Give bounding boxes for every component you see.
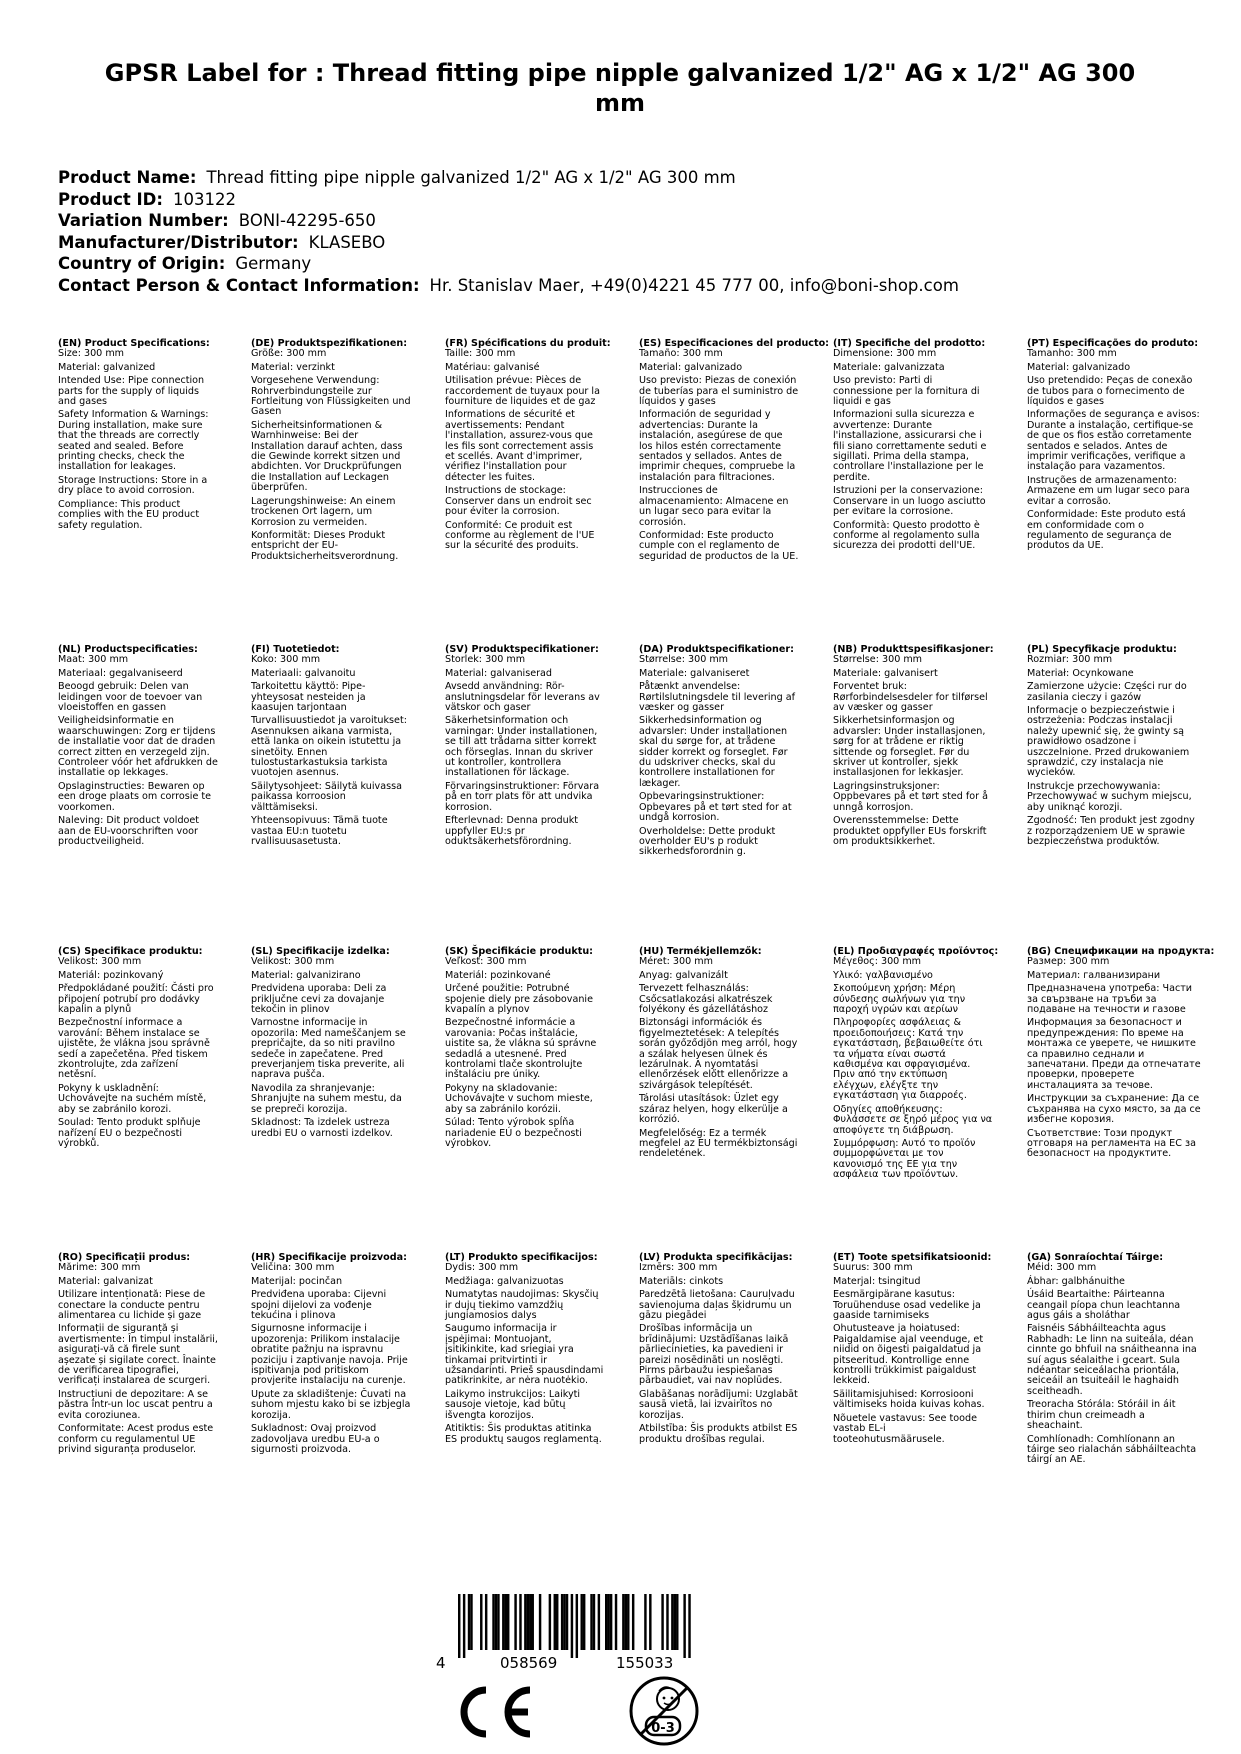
spec-block: [639, 947, 799, 1163]
spec-heading: (DA) Produktspecifikationer:: [639, 644, 794, 655]
barcode-bar: [581, 1594, 583, 1650]
spec-heading: (CS) Specifikace produktu:: [58, 946, 203, 957]
spec-field: Numatytas naudojimas: Skysčių ir dujų tiekimo vamzdžių jungiamosios dalys: [445, 1289, 599, 1322]
barcode-bar: [661, 1594, 663, 1650]
info-label: Product ID:: [58, 189, 163, 209]
info-label: Product Name:: [58, 168, 197, 187]
spec-field: Sikkerhedsinformation og advarsler: Under installationen skal du sørge for, at trådene sidder korrekt og forseglet. Før du udskriver checks, skal du kontrollere installationen for lækager.: [639, 715, 788, 789]
spec-heading: (HR) Specifikacije proizvoda:: [251, 1252, 407, 1263]
spec-field: Οδηγίες αποθήκευσης: Φυλάσσετε σε ξηρό μέρος για να αποφύγετε τη διάβρωση.: [833, 1103, 993, 1136]
barcode-bar: [607, 1594, 609, 1650]
barcode-bar: [502, 1594, 504, 1650]
spec-block: [1027, 946, 1215, 1163]
spec-field: Určené použitie: Potrubné spojenie diely pre zásobovanie kvapalín a plynov: [445, 983, 593, 1016]
spec-field: Istruzioni per la conservazione: Conservare in un luogo asciutto per evitare la corrosione.: [833, 485, 986, 518]
spec-field: Rozmiar: 300 mm: [1027, 654, 1113, 666]
spec-field: Opbevaringsinstruktioner: Opbevares på et tørt sted for at undgå korrosion.: [639, 791, 792, 824]
barcode-bar: [556, 1594, 558, 1650]
spec-heading: (RO) Specificații produs:: [58, 1252, 191, 1263]
spec-block: [1027, 339, 1202, 555]
spec-field: Dydis: 300 mm: [445, 1262, 519, 1274]
spec-field: Medžiaga: galvanizuotas: [445, 1275, 564, 1287]
spec-field: Varnostne informacije in opozorila: Med nameščanjem se prepričajte, da so niti pravilno sedeče in zapečatene. Pred preverjanjem tiska preverite, ali naprava pušča.: [251, 1017, 406, 1081]
barcode-bar: [590, 1594, 592, 1650]
barcode-bar: [532, 1594, 534, 1650]
spec-field: Lagerungshinweise: An einem trockenen Ort lagern, um Korrosion zu vermeiden.: [251, 495, 396, 528]
spec-field: Yhteensopivuus: Tämä tuote vastaa EU:n tuotetu rvallisuusasetusta.: [251, 815, 388, 847]
spec-field: Sikkerhetsinformasjon og advarsler: Under installasjonen, sørg for at trådene er riktig sittende og forseglet. Før du skriver ut kontroller, sjekk installasjonen for lekkasjer.: [833, 715, 986, 779]
spec-field: Beoogd gebruik: Delen van leidingen voor de toevoer van vloeistoffen en gassen: [58, 681, 203, 714]
spec-field: Informations de sécurité et avertissements: Pendant l'installation, assurez-vous que les fils sont correctement assis et scellés. Avant d'imprimer, vérifiez l'installation pour détecter les fuites.: [445, 409, 594, 483]
spec-field: Información de seguridad y advertencias: Durante la instalación, asegúrese de que los hilos estén correctamente sentados y sellados. Antes de imprimir cheques, compruebe la instalación para filtraciones.: [639, 409, 796, 483]
spec-field: Skladnost: Ta izdelek ustreza uredbi EU o varnosti izdelkov.: [251, 1117, 393, 1139]
barcode-bar: [529, 1594, 531, 1650]
age-warning-icon: [628, 1675, 700, 1747]
spec-field: Compliance: This product complies with the EU product safety regulation.: [58, 498, 200, 531]
spec-field: Anyag: galvanizált: [639, 969, 728, 981]
spec-field: Säilytysohjeet: Säilytä kuivassa paikassa korroosion välttämiseksi.: [251, 780, 402, 813]
spec-block: [58, 1253, 218, 1458]
info-value: BONI-42295-650: [238, 211, 376, 230]
spec-field: Vorgesehene Verwendung: Rohrverbindungsteile zur Fortleitung von Flüssigkeiten und Gasen: [251, 375, 411, 418]
spec-field: Matériau: galvanisé: [445, 361, 540, 373]
barcode-bar: [505, 1594, 507, 1650]
spec-heading: (LV) Produkta specifikācijas:: [639, 1252, 793, 1263]
spec-field: Инструкции за съхранение: Да се съхранява на сухо място, за да се избегне корозия.: [1027, 1093, 1201, 1126]
spec-heading: (SK) Špecifikácie produktu:: [445, 946, 594, 957]
spec-field: Dimensione: 300 mm: [833, 348, 937, 360]
spec-heading: (PT) Especificações do produto:: [1027, 338, 1199, 349]
spec-heading: (FR) Spécifications du produit:: [445, 338, 611, 349]
barcode-bar: [480, 1594, 482, 1650]
barcode-bar: [492, 1594, 494, 1650]
spec-field: Størrelse: 300 mm: [833, 654, 923, 666]
spec-field: Předpokládané použití: Části pro připojení potrubí pro dodávky kapalin a plynů: [58, 983, 214, 1016]
spec-block: [445, 338, 611, 555]
spec-block: [1027, 645, 1202, 850]
spec-field: Opslaginstructies: Bewaren op een droge plaats om corrosie te voorkomen.: [58, 780, 212, 813]
spec-heading: (EN) Product Specifications:: [58, 338, 210, 349]
barcode-bar: [495, 1594, 497, 1650]
spec-heading: (HU) Termékjellemzők:: [639, 946, 762, 957]
barcode-bar: [605, 1594, 607, 1650]
spec-field: Pokyny k uskladnění: Uchovávejte na suchém místě, aby se zabránilo korozi.: [58, 1082, 207, 1115]
barcode: [436, 1594, 736, 1678]
spec-field: Size: 300 mm: [58, 348, 125, 360]
spec-heading: (ES) Especificaciones del producto:: [639, 338, 830, 349]
spec-field: Informații de siguranță și avertismente: În timpul instalării, asigurați-vă că firele sunt așezate și sigilate corect. Înainte de verificarea tipografiei, verificați instalarea de scurgeri.: [58, 1323, 218, 1387]
spec-field: Izmērs: 300 mm: [639, 1262, 718, 1274]
spec-field: Maat: 300 mm: [58, 654, 129, 666]
spec-field: Størrelse: 300 mm: [639, 654, 729, 666]
spec-field: Lagringsinstruksjoner: Oppbevares på et tørt sted for å unngå korrosjon.: [833, 780, 989, 813]
spec-field: Atbilstība: Šis produkts atbilst ES produktu drošības regulai.: [639, 1423, 798, 1445]
spec-field: Informações de segurança e avisos: Durante a instalação, certifique-se de que os fios estão corretamente sentados e selados. Antes de imprimir verificações, verifique a instalação para vazamentos.: [1027, 409, 1200, 473]
spec-block: [833, 946, 999, 1184]
spec-field: Drošības informācija un brīdinājumi: Uzstādīšanas laikā pārliecinieties, ka pavedieni ir pareizi nosēdināti un noslēgti. Pirms pārbaužu iespiešanas pārbaudiet, vai nav noplūdes.: [639, 1323, 789, 1387]
spec-heading: (PL) Specyfikacje produktu:: [1027, 644, 1177, 655]
spec-block: [251, 645, 411, 850]
spec-block: [445, 1253, 605, 1448]
barcode-bar: [615, 1594, 617, 1650]
info-value: Thread fitting pipe nipple galvanized 1/2" AG x 1/2" AG 300 mm: [206, 168, 736, 187]
spec-field: Zgodność: Ten produkt jest zgodny z rozporządzeniem UE w sprawie bezpieczeństwa produktów.: [1027, 815, 1195, 847]
spec-field: Conformità: Questo prodotto è conforme al regolamento sulla sicurezza dei prodotti dell'UE.: [833, 519, 980, 552]
specifications-grid: [58, 338, 1215, 1549]
barcode-bar: [583, 1594, 585, 1650]
barcode-bar: [549, 1594, 551, 1650]
spec-field: Utilizare intenționată: Piese de conectare la conducte pentru alimentarea cu lichide și gaze: [58, 1289, 206, 1322]
product-info: [58, 167, 1188, 296]
barcode-bar: [524, 1594, 526, 1650]
spec-field: Predviđena uporaba: Cijevni spojni dijelovi za vođenje tekućina i plinova: [251, 1289, 387, 1322]
spec-field: Säkerhetsinformation och varningar: Under installationen, se till att trådarna sitter korrekt och förseglas. Innan du skriver ut kontroller, kontrollera installationen för läckage.: [445, 715, 598, 779]
spec-field: Saugumo informacija ir įspėjimai: Montuojant, įsitikinkite, kad sriegiai yra tinkamai pritvirtinti ir užsandarinti. Prieš spausdindami patikrinkite, ar nėra nuotėkio.: [445, 1323, 604, 1387]
spec-field: Treoracha Stórála: Stóráil in áit thirim chun creimeadh a sheachaint.: [1027, 1399, 1176, 1432]
barcode-bar: [598, 1594, 600, 1650]
spec-field: Zamierzone użycie: Części rur do zasilania cieczy i gazów: [1027, 681, 1187, 703]
spec-block: [251, 339, 411, 565]
variation-number-row: [58, 210, 1188, 232]
spec-heading: (SL) Specifikacije izdelka:: [251, 946, 390, 957]
spec-field: Material: galvaniserad: [445, 667, 553, 679]
spec-field: Съответствие: Този продукт отговаря на регламента на ЕС за безопасност на продуктите.: [1027, 1127, 1196, 1160]
spec-field: Velikost: 300 mm: [58, 956, 142, 968]
document-title: GPSR Label for : Thread fitting pipe nipple galvanized 1/2" AG x 1/2" AG 300 mm: [104, 59, 1136, 117]
barcode-bar: [485, 1594, 487, 1650]
spec-field: Forventet bruk: Rørforbindelsesdeler for tilførsel av væsker og gasser: [833, 681, 988, 714]
barcode-bar: [514, 1594, 516, 1650]
spec-block: [639, 1253, 799, 1448]
spec-field: Συμμόρφωση: Αυτό το προϊόν συμμορφώνεται με τον κανονισμό της ΕΕ για την ασφάλεια των προϊόντων.: [833, 1137, 976, 1181]
spec-block: [833, 339, 993, 555]
barcode-bar: [497, 1594, 499, 1650]
spec-field: Instrucțiuni de depozitare: A se păstra într-un loc uscat pentru a evita coroziunea.: [58, 1388, 213, 1421]
barcode-bar: [666, 1594, 668, 1650]
spec-field: Påtænkt anvendelse: Rørtilslutningsdele til levering af væsker og gasser: [639, 681, 795, 714]
spec-field: Koko: 300 mm: [251, 654, 321, 666]
barcode-bar: [519, 1594, 521, 1650]
spec-field: Suurus: 300 mm: [833, 1262, 913, 1274]
spec-field: Paredzētā lietošana: Cauruļvadu savienojuma daļas šķidrumu un gāzu piegādei: [639, 1289, 795, 1322]
spec-field: Tamaño: 300 mm: [639, 348, 723, 360]
spec-field: Biztonsági információk és figyelmeztetések: A telepítés során győződjön meg arról, hogy a szálak helyesen ülnek és lezárulnak. A nyomtatási ellenőrzések előtt ellenőrizze a szivárgások telepítését.: [639, 1017, 798, 1091]
spec-field: Informacje o bezpieczeństwie i ostrzeżenia: Podczas instalacji należy upewnić się, że gwinty są prawidłowo osadzone i uszczelnione. Przed drukowaniem sprawdzić, czy instalacja nie wycieków.: [1027, 705, 1190, 779]
spec-field: Materiál: pozinkované: [445, 969, 551, 981]
spec-heading: (NB) Produkttspesifikasjoner:: [833, 644, 994, 655]
spec-field: Soulad: Tento produkt splňuje nařízení EU o bezpečnosti výrobků.: [58, 1117, 201, 1149]
barcode-bar: [649, 1594, 651, 1650]
spec-block: [251, 1253, 411, 1458]
spec-field: Материал: галванизирани: [1027, 969, 1161, 981]
barcode-bar: [625, 1594, 627, 1650]
spec-field: Uso previsto: Parti di connessione per la fornitura di liquidi e gas: [833, 375, 980, 408]
spec-heading: (LT) Produkto specifikacijos:: [445, 1252, 598, 1263]
barcode-bar: [468, 1594, 470, 1650]
spec-field: Υλικό: γαλβανισμένο: [833, 969, 933, 981]
barcode-bars: [436, 1594, 736, 1658]
spec-field: Navodila za shranjevanje: Shranjujte na suhem mestu, da se prepreči korozija.: [251, 1082, 402, 1115]
barcode-bar: [610, 1594, 612, 1650]
spec-field: Materiale: galvaniseret: [639, 667, 750, 679]
spec-field: Tárolási utasítások: Üzlet egy száraz helyen, hogy elkerülje a korrózió.: [639, 1093, 788, 1126]
barcode-bar: [561, 1594, 563, 1650]
spec-field: Overensstemmelse: Dette produktet oppfyller EUs forskrift om produktsikkerhet.: [833, 815, 987, 847]
spec-field: Materiaali: galvanoitu: [251, 667, 356, 679]
spec-field: Atitiktis: Šis produktas atitinka ES produktų saugos reglamentą.: [445, 1423, 602, 1445]
barcode-bar: [683, 1594, 685, 1658]
spec-field: Conformitate: Acest produs este conform cu regulamentul UE privind siguranța produselor.: [58, 1423, 214, 1455]
spec-block: [251, 947, 411, 1142]
spec-field: Instrucciones de almacenamiento: Almacene en un lugar seco para evitar la corrosión.: [639, 485, 789, 528]
spec-field: Material: galvanizado: [1027, 361, 1131, 373]
barcode-bar: [644, 1594, 646, 1650]
spec-block: [833, 645, 993, 850]
spec-field: Mărime: 300 mm: [58, 1262, 141, 1274]
spec-heading: (ET) Toote spetsifikatsioonid:: [833, 1252, 992, 1263]
spec-field: Ábhar: galbhánuithe: [1027, 1275, 1125, 1287]
spec-field: Πληροφορίες ασφάλειας & προειδοποιήσεις: Κατά την εγκατάσταση, βεβαιωθείτε ότι τα νήματα είναι σωστά καθισμένα και σφραγισμένα. Πριν από την εκτύπωση ελέγχων, ελέγξτε την εγκατάσταση για διαρροές.: [833, 1017, 983, 1102]
spec-field: Efterlevnad: Denna produkt uppfyller EU:s pr oduktsäkerhetsförordning.: [445, 815, 579, 847]
spec-field: Tarkoitettu käyttö: Pipe-yhteysosat nesteiden ja kaasujen tarjontaan: [251, 681, 366, 714]
spec-field: Conformidade: Este produto está em conformidade com o regulamento de segurança de produtos da UE.: [1027, 509, 1186, 552]
spec-field: Tervezett felhasználás: Csőcsatlakozási alkatrészek folyékony és gázellátáshoz: [639, 983, 773, 1016]
spec-field: Bezpečnostné informácie a varovania: Počas inštalácie, uistite sa, že vlákna sú správne sedadlá a utesnené. Pred kontrolami tlače skontrolujte inštaláciu pre úniky.: [445, 1017, 597, 1081]
spec-field: Informazioni sulla sicurezza e avvertenze: Durante l'installazione, assicurarsi che i fili siano correttamente seduti e sigillati. Prima della stampa, controllare l'installazione per le perdite.: [833, 409, 987, 483]
info-value: Germany: [235, 254, 312, 273]
spec-field: Materjal: tsingitud: [833, 1275, 921, 1287]
spec-block: [639, 645, 799, 861]
spec-field: Ohutusteave ja hoiatused: Paigaldamise ajal veenduge, et niidid on õigesti paigaldatud ja pitseeritud. Kontrollige enne kontrolli trükkimist paigaldust lekkeid.: [833, 1323, 984, 1387]
spec-field: Material: galvanizirano: [251, 969, 361, 981]
spec-field: Bezpečnostní informace a varování: Během instalace se ujistěte, že vlákna jsou správně sedí a zapečetěna. Před tiskem zkontrolujte, zda zařízení netěsní.: [58, 1017, 210, 1081]
spec-field: Upute za skladištenje: Čuvati na suhom mjestu kako bi se izbjegla korozija.: [251, 1388, 411, 1421]
spec-field: Intended Use: Pipe connection parts for the supply of liquids and gases: [58, 375, 205, 408]
spec-field: Velikost: 300 mm: [251, 956, 335, 968]
spec-field: Safety Information & Warnings: During installation, make sure that the threads are correctly seated and sealed. Before printing checks, check the installation for leakages.: [58, 409, 209, 473]
barcode-bar: [671, 1594, 673, 1650]
info-value: Hr. Stanislav Maer, +49(0)4221 45 777 00, info@boni-shop.com: [429, 275, 959, 295]
spec-heading: (NL) Productspecificaties:: [58, 644, 198, 655]
spec-field: Tamanho: 300 mm: [1027, 348, 1117, 360]
spec-field: Förvaringsinstruktioner: Förvara på en torr plats för att undvika korrosion.: [445, 780, 600, 813]
spec-block: [833, 1253, 993, 1448]
spec-field: Instruções de armazenamento: Armazene em um lugar seco para evitar a corrosão.: [1027, 474, 1190, 507]
spec-field: Taille: 300 mm: [445, 348, 516, 360]
spec-heading: (DE) Produktspezifikationen:: [251, 338, 408, 349]
info-value: KLASEBO: [308, 232, 386, 252]
spec-field: Säilitamisjuhised: Korrosiooni vältimiseks hoida kuivas kohas.: [833, 1388, 985, 1411]
spec-field: Konformität: Dieses Produkt entspricht der EU-Produktsicherheitsverordnung.: [251, 529, 399, 562]
barcode-bar: [688, 1594, 690, 1658]
spec-field: Sukladnost: Ovaj proizvod zadovoljava uredbu EU-a o sigurnosti proizvoda.: [251, 1423, 380, 1455]
barcode-bar: [527, 1594, 529, 1650]
barcode-digit-first: 4: [436, 1654, 446, 1672]
spec-block: [445, 645, 605, 850]
spec-field: Materiāls: cinkots: [639, 1275, 724, 1287]
spec-field: Úsáid Beartaithe: Páirteanna ceangail píopa chun leachtanna agus gáis a sholáthar: [1027, 1289, 1181, 1322]
spec-heading: (BG) Спецификации на продукта:: [1027, 946, 1215, 957]
spec-field: Информация за безопасност и предупреждения: По време на монтажа се уверете, че нишките са правилно седнали и запечатани. Преди да отпечатате проверки, проверете инсталацията за течове.: [1027, 1017, 1201, 1091]
barcode-bar: [458, 1594, 460, 1658]
spec-field: Materiale: galvanizzata: [833, 361, 945, 373]
spec-field: Sicherheitsinformationen & Warnhinweise: Bei der Installation darauf achten, dass die Gewinde korrekt sitzen und abdichten. Vor Druckprüfungen die Installation auf Leckagen überprüfen.: [251, 419, 403, 494]
spec-heading: (FI) Tuotetiedot:: [251, 644, 340, 655]
barcode-bar: [554, 1594, 556, 1650]
spec-field: Material: galvanizat: [58, 1275, 153, 1287]
spec-field: Turvallisuustiedot ja varoitukset: Asennuksen aikana varmista, että lanka on oikein istutettu ja sinetöity. Ennen tulostustarkastuksia tarkista vuotojen asennus.: [251, 715, 407, 779]
age-label: 0-3: [651, 1721, 675, 1736]
country-of-origin-row: [58, 253, 1188, 275]
product-name-row: [58, 167, 1188, 189]
spec-field: Material: galvanized: [58, 361, 156, 373]
spec-field: Veiligheidsinformatie en waarschuwingen: Zorg er tijdens de installatie voor dat de draden correct zitten en verzegeld zijn. Controleer vóór het afdrukken de installatie op lekkages.: [58, 715, 218, 779]
contact-row: [58, 275, 1188, 297]
spec-field: Materiál: pozinkovaný: [58, 969, 164, 981]
manufacturer-row: [58, 232, 1188, 254]
product-id-row: [58, 189, 1188, 211]
spec-field: Conformidad: Este producto cumple con el reglamento de seguridad de productos de la UE.: [639, 529, 799, 562]
barcode-bar: [571, 1594, 573, 1658]
barcode-bar: [632, 1594, 634, 1650]
spec-field: Méid: 300 mm: [1027, 1262, 1097, 1274]
spec-field: Μέγεθος: 300 mm: [833, 956, 922, 968]
barcode-bar: [627, 1594, 629, 1650]
barcode-bar: [566, 1594, 568, 1650]
spec-field: Uso pretendido: Peças de conexão de tubos para o fornecimento de líquidos e gases: [1027, 375, 1193, 408]
spec-field: Materiał: Ocynkowane: [1027, 667, 1134, 679]
spec-heading: (IT) Specifiche del prodotto:: [833, 338, 986, 349]
ce-mark-icon: [452, 1684, 534, 1740]
spec-field: Naleving: Dit product voldoet aan de EU-voorschriften voor productveiligheid.: [58, 815, 200, 847]
barcode-bar: [576, 1594, 578, 1658]
info-label: Manufacturer/Distributor:: [58, 232, 299, 252]
spec-block: [58, 645, 218, 850]
spec-field: Material: galvanizado: [639, 361, 743, 373]
spec-field: Megfelelőség: Ez a termék megfelel az EU termékbiztonsági rendeletének.: [639, 1127, 798, 1160]
spec-field: Avsedd användning: Rör-anslutningsdelar för leverans av vätskor och gaser: [445, 681, 600, 714]
spec-field: Storlek: 300 mm: [445, 654, 526, 666]
spec-block: [445, 947, 605, 1152]
barcode-bar: [470, 1594, 472, 1650]
barcode-bar: [674, 1594, 676, 1650]
spec-field: Súlad: Tento výrobok spĺňa nariadenie EÚ o bezpečnosti výrobkov.: [445, 1117, 582, 1149]
spec-field: Sigurnosne informacije i upozorenja: Prilikom instalacije obratite pažnju na ispravnu poziciju i zaptivanje navoja. Prije ispitivanja pod pritiskom provjerite instalaciju na curenje.: [251, 1323, 408, 1387]
barcode-digits-left: 058569: [500, 1654, 558, 1672]
spec-block: [58, 947, 218, 1152]
spec-field: Materiale: galvanisert: [833, 667, 938, 679]
spec-block: [1027, 1253, 1202, 1469]
spec-field: Eesmärgipärane kasutus: Toruühenduse osad vedelike ja gaaside tarnimiseks: [833, 1289, 981, 1322]
barcode-bar: [676, 1594, 678, 1650]
spec-field: Uso previsto: Piezas de conexión de tuberías para el suministro de líquidos y gases: [639, 375, 799, 408]
barcode-bar: [539, 1594, 541, 1650]
info-label: Variation Number:: [58, 211, 229, 230]
spec-field: Σκοπούμενη χρήση: Μέρη σύνδεσης σωλήνων για την παροχή υγρών και αερίων: [833, 983, 966, 1016]
spec-field: Predvidena uporaba: Deli za priključne cevi za dovajanje tekočin in plinov: [251, 983, 387, 1016]
spec-field: Comhlíonadh: Comhlíonann an táirge seo rialachán sábháilteachta táirgí an AE.: [1027, 1433, 1197, 1466]
spec-field: Größe: 300 mm: [251, 348, 327, 360]
spec-field: Méret: 300 mm: [639, 956, 713, 968]
spec-field: Размер: 300 mm: [1027, 956, 1110, 968]
spec-field: Instructions de stockage: Conserver dans un endroit sec pour éviter la corrosion.: [445, 485, 592, 518]
barcode-bar: [507, 1594, 509, 1650]
spec-block: [58, 339, 218, 534]
info-value: 103122: [172, 189, 236, 209]
spec-field: Предназначена употреба: Части за свързване на тръби за подаване на течности и газове: [1027, 983, 1193, 1016]
info-label: Contact Person & Contact Information:: [58, 275, 420, 295]
spec-field: Nõuetele vastavus: See toode vastab EL-i tooteohutusmääruselе.: [833, 1412, 977, 1445]
info-label: Country of Origin:: [58, 254, 226, 273]
spec-field: Veľkosť: 300 mm: [445, 956, 527, 968]
spec-heading: (GA) Sonraíochtaí Táirge:: [1027, 1252, 1164, 1263]
barcode-bar: [593, 1594, 595, 1650]
spec-field: Materijal: pocinčan: [251, 1275, 343, 1287]
barcode-bar: [622, 1594, 624, 1650]
spec-field: Pokyny na skladovanie: Uchovávajte v suchom mieste, aby sa zabránilo korózii.: [445, 1082, 593, 1115]
spec-field: Utilisation prévue: Pièces de raccordement de tuyaux pour la fourniture de liquides et de gaz: [445, 375, 600, 408]
barcode-bar: [463, 1594, 465, 1658]
spec-heading: (EL) Προδιαγραφές προϊόντος:: [833, 946, 999, 957]
barcode-digits-right: 155033: [616, 1654, 674, 1672]
spec-field: Conformité: Ce produit est conforme au règlement de l'UE sur la sécurité des produits.: [445, 519, 595, 552]
spec-field: Materiaal: gegalvaniseerd: [58, 667, 183, 679]
spec-field: Faisnéis Sábháilteachta agus Rabhadh: Le linn na suiteála, déan cinnte go bhfuil na snáitheanna ina suí agus séalaithe i gceart. Sula ndéantar seiceálacha priontála, seiceáil an tsuiteáil le haghaidh sceitheadh.: [1027, 1323, 1197, 1397]
spec-field: Storage Instructions: Store in a dry place to avoid corrosion.: [58, 474, 208, 497]
spec-heading: (SV) Produktspecifikationer:: [445, 644, 599, 655]
barcode-bar: [563, 1594, 565, 1650]
spec-field: Instrukcje przechowywania: Przechowywać w suchym miejscu, aby uniknąć korozji.: [1027, 780, 1192, 813]
spec-field: Overholdelse: Dette produkt overholder EU's p rodukt​sikkerhedsforordnin g.: [639, 825, 776, 858]
spec-field: Material: verzinkt: [251, 361, 335, 373]
spec-field: Glabāšanas norādījumi: Uzglabāt sausā vietā, lai izvairītos no korozijas.: [639, 1388, 798, 1421]
spec-block: [639, 338, 830, 565]
spec-field: Laikymo instrukcijos: Laikyti sausoje vietoje, kad būtų išvengta korozijos.: [445, 1388, 581, 1421]
spec-field: Veličina: 300 mm: [251, 1262, 335, 1274]
